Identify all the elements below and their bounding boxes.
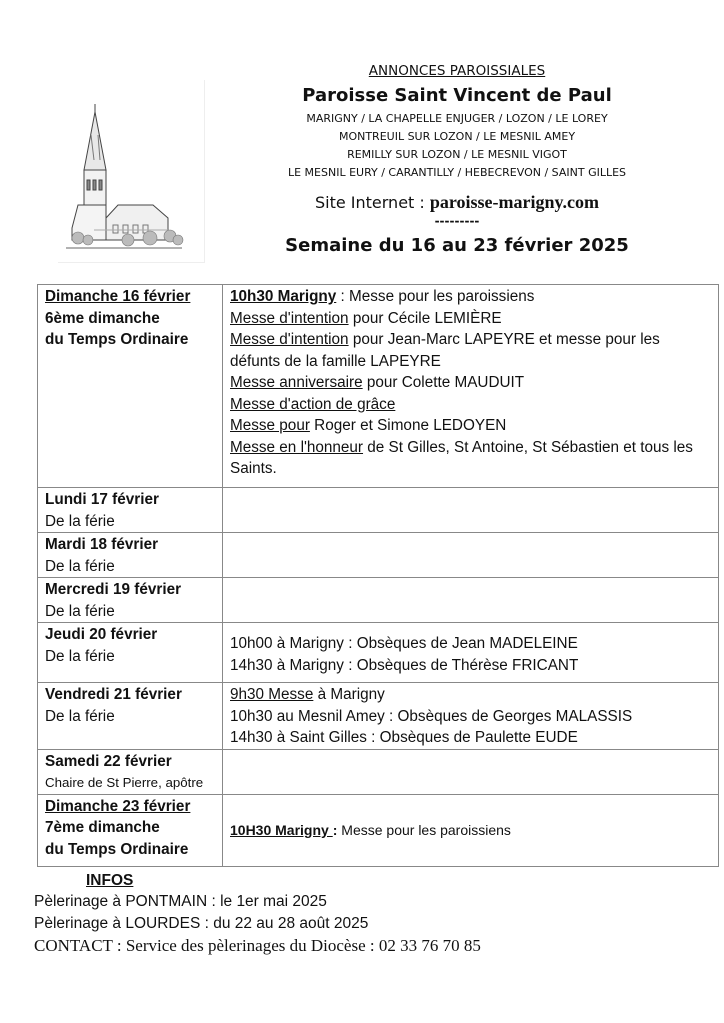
event-heading: Messe d'intention — [230, 331, 349, 348]
schedule-row — [38, 623, 719, 683]
liturgical-day: De la férie — [45, 647, 115, 665]
event-line — [230, 308, 712, 330]
event-detail: pour Cécile LEMIÈRE — [348, 309, 502, 327]
liturgical-day: du Temps Ordinaire — [45, 331, 189, 348]
day-cell — [38, 285, 223, 488]
event-line: 10h30 au Mesnil Amey : Obsèques de Georges MALASSIS — [230, 707, 633, 725]
events-cell — [223, 488, 719, 533]
event-heading: Messe d'intention — [230, 309, 349, 327]
day-cell — [38, 794, 223, 866]
week-heading: Semaine du 16 au 23 février 2025 — [285, 235, 629, 256]
church-logo — [58, 80, 205, 263]
event-detail: Messe pour les paroissiens — [337, 821, 511, 838]
event-heading: 9h30 Messe — [230, 686, 314, 703]
separator: --------- — [434, 214, 480, 228]
events-cell — [223, 533, 719, 578]
schedule-table — [37, 284, 719, 867]
schedule-row — [38, 578, 719, 623]
infos-section — [0, 870, 724, 957]
events-cell — [223, 794, 719, 866]
event-line — [230, 820, 712, 842]
document-title: ANNONCES PAROISSIALES — [368, 63, 546, 79]
event-detail: pour Colette MAUDUIT — [362, 374, 525, 391]
liturgical-day: 6ème dimanche — [45, 309, 160, 327]
church-drawing-icon — [58, 80, 204, 262]
town-list-line: MONTREUIL SUR LOZON / LE MESNIL AMEY — [338, 130, 576, 143]
liturgical-day: 7ème dimanche — [45, 819, 160, 836]
event-heading: 10h30 Marigny — [230, 288, 337, 305]
event-detail: de St Gilles, St Antoine, St Sébastien et tous les Saints. — [230, 438, 693, 477]
day-name: Dimanche 23 février — [45, 797, 191, 815]
event-heading: Messe en l'honneur — [230, 438, 364, 456]
day-cell — [38, 749, 223, 794]
website-label: Site Internet : — [314, 193, 425, 212]
day-name: Dimanche 16 février — [45, 288, 191, 305]
event-detail: Roger et Simone LEDOYEN — [309, 417, 507, 434]
schedule-row — [38, 683, 719, 750]
liturgical-day: De la férie — [45, 512, 115, 530]
liturgical-day: du Temps Ordinaire — [45, 840, 189, 858]
infos-heading: INFOS — [86, 872, 134, 889]
event-detail: pour Jean-Marc LAPEYRE et messe pour les défunts de la famille LAPEYRE — [230, 331, 660, 370]
day-name: Mercredi 19 février — [45, 581, 182, 598]
info-line: Pèlerinage à PONTMAIN : le 1er mai 2025 — [34, 893, 327, 910]
liturgical-day: De la férie — [45, 557, 115, 575]
town-list-line: REMILLY SUR LOZON / LE MESNIL VIGOT — [347, 148, 567, 161]
event-heading: Messe pour — [230, 417, 310, 434]
event-heading: Messe d'action de grâce — [230, 395, 396, 413]
schedule-row — [38, 749, 719, 794]
events-cell — [223, 749, 719, 794]
event-line — [230, 372, 712, 394]
schedule-row — [38, 794, 719, 866]
schedule-row — [38, 533, 719, 578]
event-line — [230, 394, 712, 416]
events-cell — [223, 683, 719, 750]
event-heading: Messe anniversaire — [230, 374, 363, 391]
event-colon: : — [332, 821, 338, 838]
website-line — [230, 190, 684, 215]
liturgical-day: Chaire de St Pierre, apôtre — [45, 775, 204, 790]
day-cell — [38, 683, 223, 750]
event-line: 14h30 à Saint Gilles : Obsèques de Paulette EUDE — [230, 729, 578, 746]
event-detail: à Marigny — [313, 686, 385, 703]
event-detail: : Messe pour les paroissiens — [336, 288, 535, 305]
info-line: Pèlerinage à LOURDES : du 22 au 28 août 2025 — [34, 915, 369, 932]
day-cell — [38, 623, 223, 683]
events-cell — [223, 623, 719, 683]
event-line — [230, 437, 712, 480]
event-heading: 10H30 Marigny — [230, 821, 333, 838]
town-list-line: MARIGNY / LA CHAPELLE ENJUGER / LOZON / LE LOREY — [306, 112, 608, 125]
schedule-row — [38, 285, 719, 488]
day-name: Jeudi 20 février — [45, 626, 158, 643]
website-link[interactable]: paroisse-marigny.com — [429, 192, 600, 212]
event-line — [230, 415, 712, 437]
day-name: Mardi 18 février — [45, 536, 159, 553]
day-name: Samedi 22 février — [45, 752, 172, 770]
day-cell — [38, 533, 223, 578]
event-line: 14h30 à Marigny : Obsèques de Thérèse FRICANT — [230, 656, 579, 674]
events-cell — [223, 578, 719, 623]
day-name: Vendredi 21 février — [45, 686, 182, 703]
event-line — [230, 286, 712, 308]
event-line — [230, 329, 712, 372]
day-name: Lundi 17 février — [45, 491, 159, 508]
day-cell — [38, 578, 223, 623]
info-line: CONTACT : Service des pèlerinages du Diocèse : 02 33 76 70 85 — [34, 936, 481, 955]
schedule-row — [38, 488, 719, 533]
liturgical-day: De la férie — [45, 707, 115, 725]
liturgical-day: De la férie — [45, 602, 115, 620]
day-cell — [38, 488, 223, 533]
event-line — [230, 684, 712, 706]
town-list-line: LE MESNIL EURY / CARANTILLY / HEBECREVON / SAINT GILLES — [287, 166, 627, 179]
parish-name: Paroisse Saint Vincent de Paul — [302, 85, 612, 106]
event-line: 10h00 à Marigny : Obsèques de Jean MADELEINE — [230, 635, 578, 652]
events-cell — [223, 285, 719, 488]
